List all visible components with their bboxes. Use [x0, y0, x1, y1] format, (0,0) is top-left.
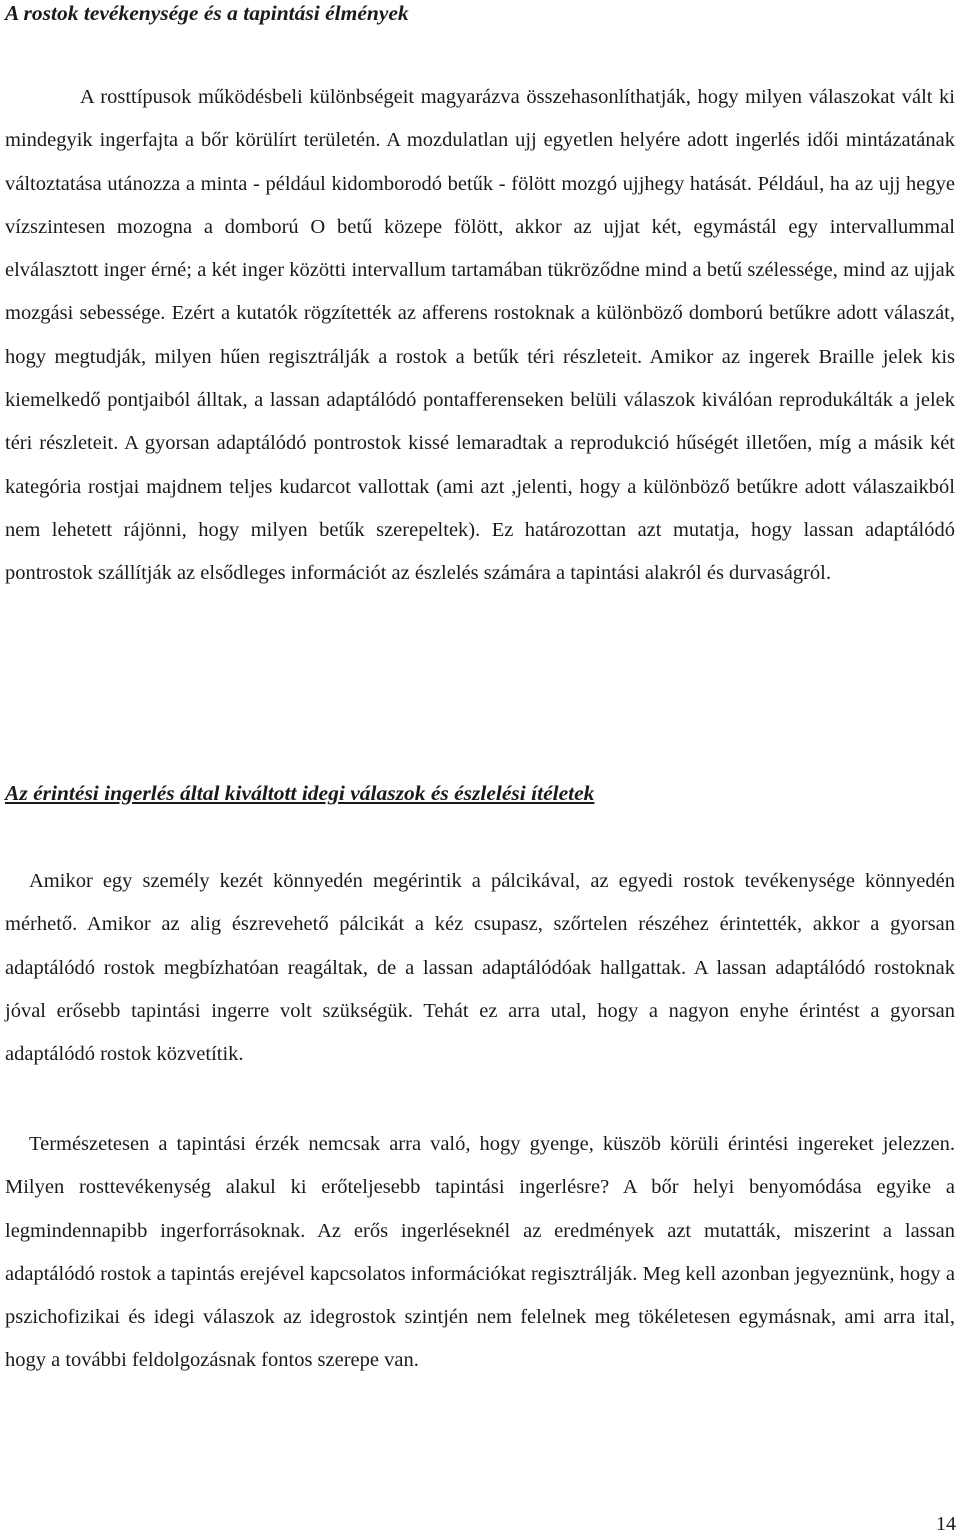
document-title: A rostok tevékenysége és a tapintási élmények	[5, 1, 409, 25]
page-number: 14	[936, 1513, 956, 1535]
paragraph-rost-activity: A rosttípusok működésbeli különbségeit magyarázva összehasonlíthatják, hogy milyen válaszokat vált ki mindegyik ingerfajta a bőr körülírt területén. A mozdulatlan ujj egyetlen helyére adott ingerlés idői mintázatának változtatása utánozza a minta - például kidomborodó betűk - fölött mozgó ujjhegy hatását. Például, ha az ujj hegye vízszintesen mozogna a domború O betű közepe fölött, akkor az ujjat két, egymástál egy intervallummal elválasztott inger érné; a két inger közötti intervallum tartamában tükröződne mind a betű szélessége, mind az ujjak mozgási sebessége. Ezért a kutatók rögzítették az afferens rostoknak a különböző domború betűkre adott válaszát, hogy megtudják, milyen hűen regisztrálják a rostok a betűk téri részleteit. Amikor az ingerek Braille jelek kis kiemelkedő pontjaiból álltak, a lassan adaptálódó pontafferenseken belüli válaszok kiválóan reprodukálták a jelek téri részleteit. A gyorsan adaptálódó pontrostok kissé lemaradtak a reprodukció hűségét illetően, míg a másik két kategória rostjai majdnem teljes kudarcot vallottak (ami azt ,jelenti, hogy a különböző betűkre adott válaszaikból nem lehetett rájönni, hogy milyen betűk szerepeltek). Ez határozottan azt mutatja, hogy lassan adaptálódó pontrostok szállítják az elsődleges információt az észlelés számára a tapintási alakról és durvaságról.	[5, 86, 955, 585]
paragraph-touch-stimulation: Amikor egy személy kezét könnyedén megérintik a pálcikával, az egyedi rostok tevékenysége könnyedén mérhető. Amikor az alig észrevehető pálcikát a kéz csupasz, szőrtelen részéhez érintették, akkor a gyorsan adaptálódó rostok megbízhatóan reagáltak, de a lassan adaptálódóak hallgattak. A lassan adaptálódó rostoknak jóval erősebb tapintási ingerre volt szükségük. Tehát ez arra utal, hogy a nagyon enyhe érintést a gyorsan adaptálódó rostok közvetítik.	[5, 870, 955, 1066]
section-heading: Az érintési ingerlés által kiváltott idegi válaszok és észlelési ítéletek	[5, 781, 595, 805]
paragraph-strong-stimulation: Természetesen a tapintási érzék nemcsak arra való, hogy gyenge, küszöb körüli érintési ingereket jelezzen. Milyen rosttevékenység alakul ki erőteljesebb tapintási ingerlésre? A bőr helyi benyomódása egyike a legmindennapibb ingerforrásoknak. Az erős ingerléseknél az eredmények azt mutatták, miszerint a lassan adaptálódó rostok a tapintás erejével kapcsolatos információkat regisztrálják. Meg kell azonban jegyeznünk, hogy a pszichofizikai és idegi válaszok az idegrostok szintjén nem felelnek meg tökéletesen egymásnak, ami arra ital, hogy a további feldolgozásnak fontos szerepe van.	[5, 1133, 955, 1372]
